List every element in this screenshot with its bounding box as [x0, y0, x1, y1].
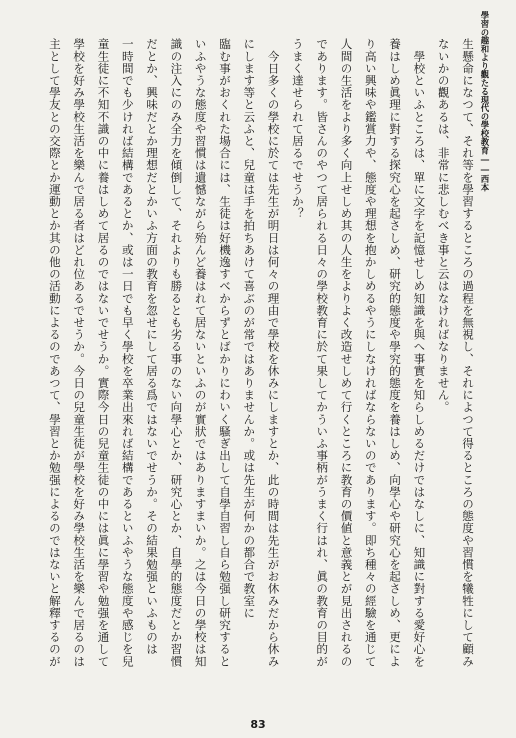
body-text	[30, 38, 476, 690]
running-head: 學習の趣和より觀たる現代の學校教育――西本	[480, 11, 490, 192]
text-line: 童生徒に不知不識の中に養はしめて居るのではないでせうか。實際今日の兒童生徒の中には眞に學習や勉强を通して	[96, 38, 111, 668]
page-number: 83	[250, 718, 266, 731]
text-line: 養はしめ眞理に對する探究心を起さしめ、研究的態度や學究的態度を養はしめ、向學心や研究心を起さしめ、更によ	[388, 38, 403, 668]
text-line: にします等と云ふと、兒童は手を拍ちあけて喜ぶのが常ではありませんか。或は先生が何かの都合で教室に	[242, 38, 257, 619]
text-line: 臨む事がおくれた場合には、生徒は好機逸すべからずとばかりにわいく騷ぎ出して自學自習し自ら勉强し研究すると	[218, 38, 232, 668]
text-line: うまく達せられて居るでせうか？	[290, 38, 305, 220]
text-line: 學校を好み學校生活を樂んで居る者はどれ位あるでせうか。今日の兒童生徒が學校を好み學校生活を樂んで居るのは	[72, 38, 87, 668]
text-line: 一時間でも少ければ結構であるとか、或は一日でも早く學校を卒業出來れば結構であるといふやうな態度や感じを兒	[120, 38, 135, 668]
text-line: であります。皆さんのやつて居られる日々の學校教育に於て果してかういふ事柄がうまく行はれ、眞の教育の目的が	[315, 38, 330, 668]
text-line: り高い興味や鑑賞力や、態度や理想を抱かしめるやうにしなければならないのであります。即ち種々の經驗を通じて	[363, 38, 378, 668]
text-line: 生懸命になつて、それ等を學習するところの過程を無視し、それによつて得るところの態度や習慣を犧牲にして顧み	[461, 38, 475, 668]
text-line: 主として學友との交際とか運動とか其の他の活動によるのであつて、學習とか勉强によるのではないと解釋するのが	[47, 38, 62, 668]
text-line: だとか、興味だとか理想だとかいふ方面の教育を忽せにして居る爲ではないでせうか。その結果勉强といふものは	[145, 38, 160, 656]
text-line: 識の注入にのみ全力を傾倒して、それよりも勝るとも劣る事のない向學心とか、研究心とか、自學的態度だとか習慣	[169, 38, 184, 668]
text-line: 人間の生活をより多く向上せしめ其の人生をよりよく改造せしめて行くところに教育の價値と意義とが見出されるの	[339, 38, 354, 668]
text-line: 學校といふところは、單に文字を記憶せしめ知識を與へ事實を知らしめるだけではなしに、知識に對する愛好心を	[412, 38, 427, 668]
text-line: ないかの觀あるは、非常に悲しむべき事と云はなければなりません。	[436, 38, 451, 414]
text-line: いふやうな態度や習慣は遺憾ながら殆んど養はれて居ないといふのが實狀ではありますまいか。之は今日の學校は知	[193, 38, 208, 668]
text-line: 今日多くの學校に於ては先生が明日は何々の理由で學校を休みにしますとか、此の時間は先生がお休みだから休み	[266, 38, 281, 668]
